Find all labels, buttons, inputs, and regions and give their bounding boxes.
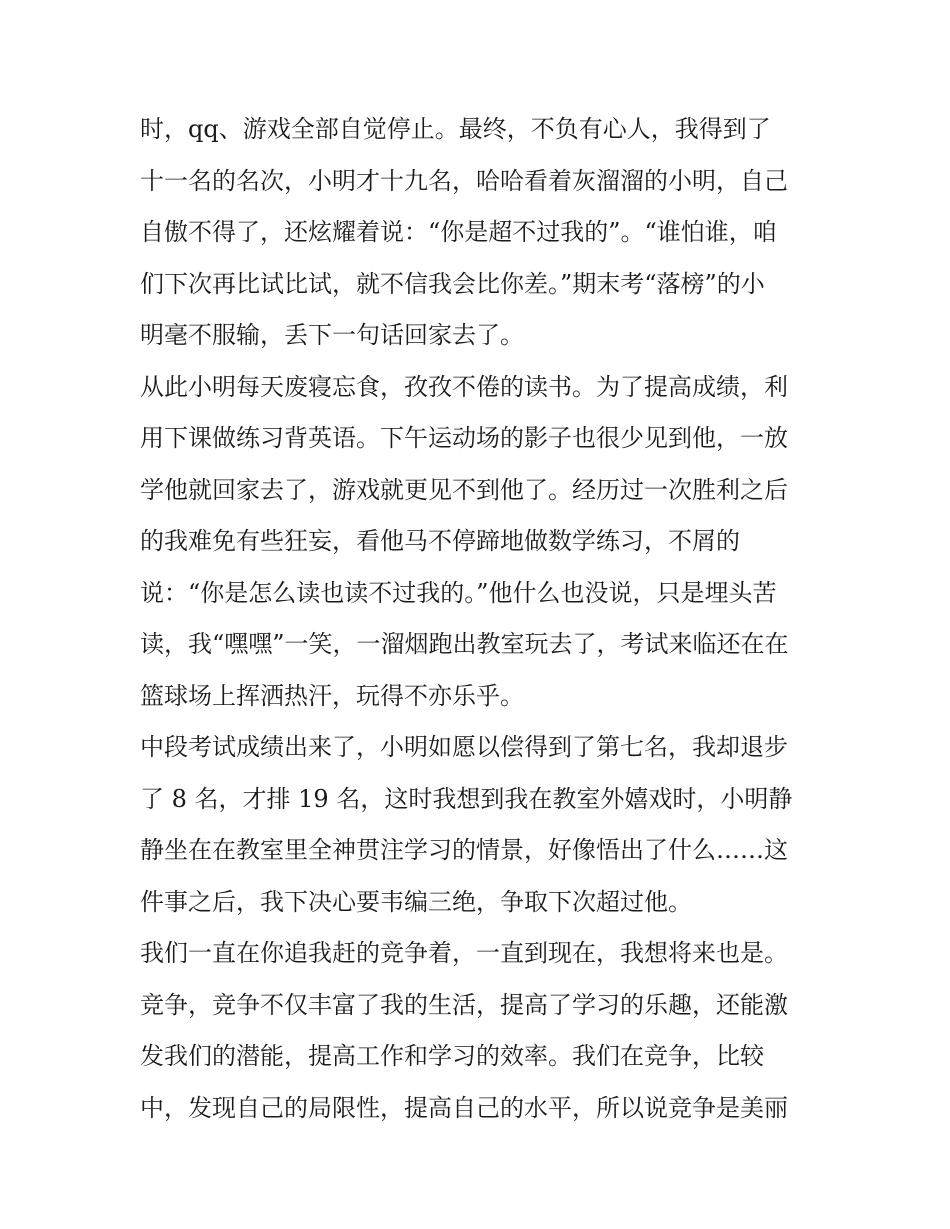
text-line: 篮球场上挥洒热汗，玩得不亦乐乎。 (140, 681, 524, 710)
document-body (140, 104, 820, 1134)
text-line: 中，发现自己的局限性，提高自己的水平，所以说竞争是美丽 (140, 1093, 788, 1122)
text-line: 了 8 名，才排 19 名，这时我想到我在教室外嬉戏时，小明静 (140, 784, 793, 813)
text-line: 竞争，竞争不仅丰富了我的生活，提高了学习的乐趣，还能激 (140, 990, 788, 1019)
text-line: 静坐在在教室里全神贯注学习的情景，好像悟出了什么……这 (140, 836, 788, 864)
text-line: 自傲不得了，还炫耀着说：“你是超不过我的”。“谁怕谁，咱 (140, 218, 777, 246)
text-line: 我们一直在你追我赶的竞争着，一直到现在，我想将来也是。 (140, 939, 788, 967)
text-line: 读，我“嘿嘿”一笑，一溜烟跑出教室玩去了，考试来临还在在 (140, 630, 789, 658)
text-line: 们下次再比试比试，就不信我会比你差。”期末考“落榜”的小 (140, 269, 765, 298)
text-line: 学他就回家去了，游戏就更见不到他了。经历过一次胜利之后 (140, 475, 788, 504)
text-line: 时，qq、游戏全部自觉停止。最终，不负有心人，我得到了 (140, 115, 771, 143)
text-line: 明毫不服输，丢下一句话回家去了。 (140, 321, 524, 349)
text-line: 十一名的名次，小明才十九名，哈哈看着灰溜溜的小明，自己 (140, 166, 788, 195)
text-line: 说：“你是怎么读也读不过我的。”他什么也没说，只是埋头苦 (140, 578, 777, 607)
text-line: 从此小明每天废寝忘食，孜孜不倦的读书。为了提高成绩，利 (140, 372, 788, 401)
text-line: 用下课做练习背英语。下午运动场的影子也很少见到他，一放 (140, 424, 788, 452)
text-line: 中段考试成绩出来了，小明如愿以偿得到了第七名，我却退步 (140, 733, 788, 761)
text-line: 件事之后，我下决心要韦编三绝，争取下次超过他。 (140, 887, 692, 916)
text-line: 发我们的潜能，提高工作和学习的效率。我们在竞争，比较 (140, 1042, 764, 1070)
text-line: 的我难免有些狂妄，看他马不停蹄地做数学练习，不屑的 (140, 527, 740, 555)
